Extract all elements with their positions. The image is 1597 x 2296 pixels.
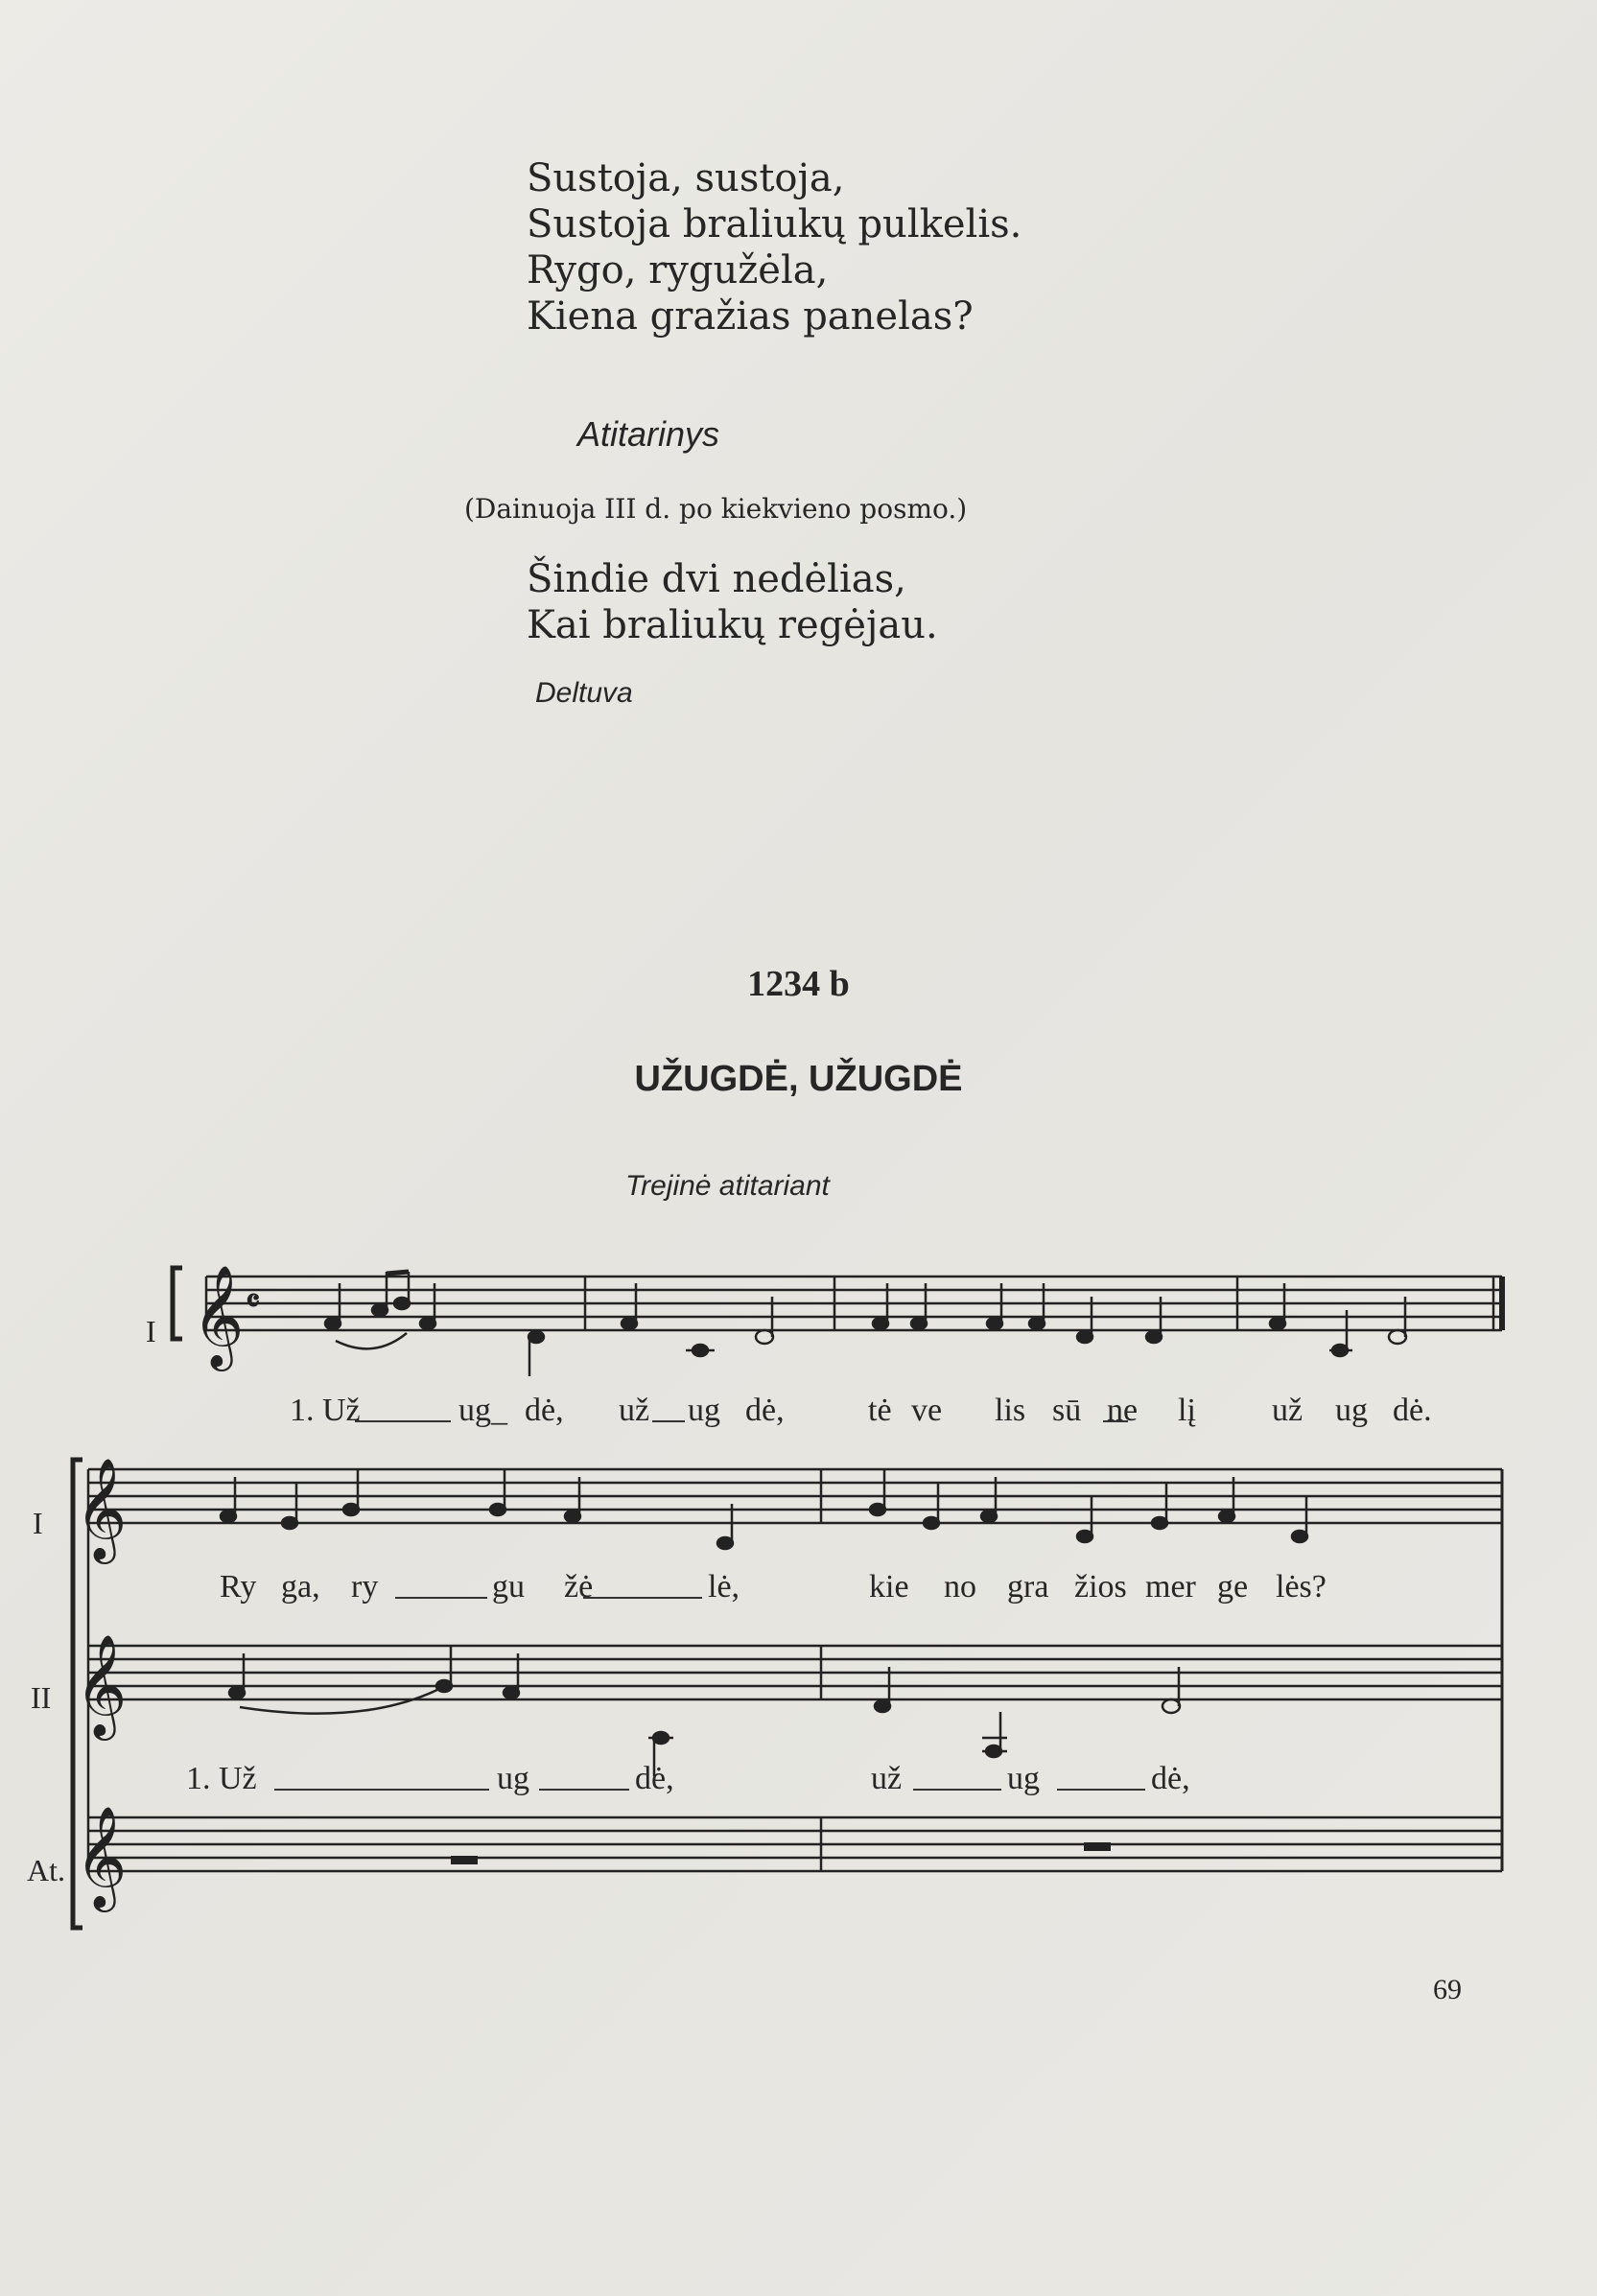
lyric: ug — [1007, 1761, 1040, 1796]
voice-label-3: At. — [27, 1853, 65, 1887]
lyric: lį — [1178, 1393, 1196, 1428]
lyric: žios — [1074, 1569, 1127, 1605]
lyric: ga, — [281, 1569, 320, 1605]
verse-line-3: Rygo, rygužėla, — [527, 248, 829, 293]
treble-clef-icon: 𝄞 — [75, 1633, 128, 1736]
lyric: už — [619, 1393, 650, 1428]
lyric: lė, — [708, 1569, 740, 1605]
refrain-line-2: Kai braliukų regėjau. — [527, 603, 938, 647]
lyric: ug — [497, 1761, 529, 1796]
lyric: ne — [1107, 1393, 1139, 1428]
lyric: no — [944, 1569, 976, 1605]
lyric: sū — [1052, 1393, 1082, 1428]
lyric: žė — [564, 1569, 594, 1605]
lyric: lis — [995, 1393, 1026, 1428]
lyric: dė, — [525, 1393, 564, 1428]
lyric: dė, — [1151, 1761, 1190, 1796]
lyric: Ry — [220, 1569, 257, 1605]
lyric: ry — [351, 1569, 379, 1605]
lyric: ug_ — [458, 1393, 507, 1428]
treble-clef-icon: 𝄞 — [75, 1805, 128, 1908]
verse-line-4: Kiena gražias panelas? — [527, 294, 974, 339]
lyric: 1. Už — [186, 1761, 257, 1796]
song-title: UŽUGDĖ, UŽUGDĖ — [634, 1059, 963, 1099]
place-name: Deltuva — [535, 677, 633, 709]
treble-clef-icon: 𝄞 — [192, 1264, 245, 1367]
lyric: dė, — [635, 1761, 674, 1796]
lyric: lės? — [1276, 1569, 1327, 1605]
lyric: gra — [1007, 1569, 1049, 1605]
performance-note: Trejinė atitariant — [625, 1170, 830, 1202]
lyric: ug — [1335, 1393, 1368, 1428]
lyric: dė, — [745, 1393, 785, 1428]
lyric: tė — [868, 1393, 892, 1428]
lyric: dė. — [1393, 1393, 1432, 1428]
lyric: kie — [869, 1569, 909, 1605]
page-number: 69 — [1433, 1974, 1462, 2005]
verse-line-1: Sustoja, sustoja, — [527, 156, 845, 200]
song-number: 1234 b — [747, 964, 850, 1004]
refrain-note: (Dainuoja III d. po kiekvieno posmo.) — [464, 493, 968, 525]
lyric: gu — [492, 1569, 525, 1605]
voice-label-2: II — [31, 1680, 52, 1715]
refrain-title: Atitarinys — [577, 414, 720, 454]
lyric: ve — [911, 1393, 943, 1428]
lyric: mer — [1145, 1569, 1196, 1605]
lyric: ge — [1217, 1569, 1249, 1605]
refrain-line-1: Šindie dvi nedėlias, — [527, 557, 906, 601]
voice-label-1: I — [33, 1506, 43, 1540]
common-time-icon: 𝄴 — [246, 1282, 261, 1321]
lyric: už — [871, 1761, 903, 1796]
verse-line-2: Sustoja braliukų pulkelis. — [527, 202, 1022, 246]
treble-clef-icon: 𝄞 — [75, 1457, 128, 1559]
lyric: 1. Už — [290, 1393, 361, 1428]
lyric: ug — [688, 1393, 720, 1428]
voice-label-system-1: I — [146, 1314, 156, 1348]
lyric: už — [1272, 1393, 1303, 1428]
